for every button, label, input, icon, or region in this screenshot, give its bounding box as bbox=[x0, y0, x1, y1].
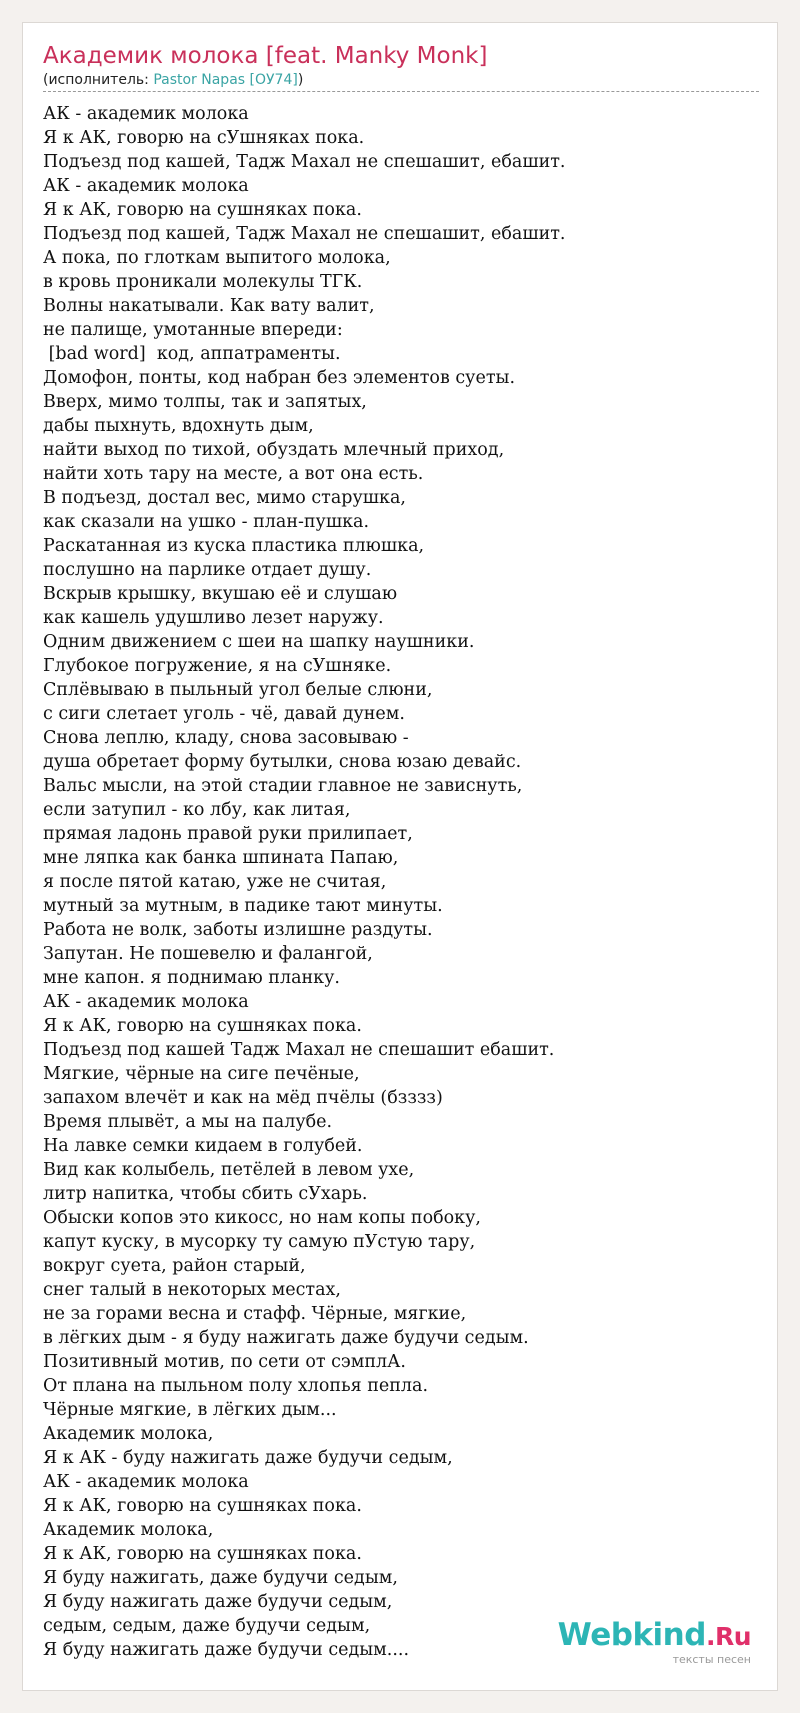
lyric-line: Мягкие, чёрные на сиге печёные, bbox=[43, 1064, 360, 1084]
lyric-line: АК - академик молока bbox=[43, 1472, 249, 1492]
lyric-line: Академик молока, bbox=[43, 1424, 214, 1444]
lyric-line: в лёгких дым - я буду нажигать даже будучи седым. bbox=[43, 1328, 529, 1348]
artist-line bbox=[43, 72, 759, 92]
artist-suffix: ) bbox=[297, 72, 304, 88]
lyric-line: душа обретает форму бутылки, снова юзаю девайс. bbox=[43, 752, 522, 772]
lyric-line: Работа не волк, заботы излишне раздуты. bbox=[43, 920, 433, 940]
lyric-line: не за горами весна и стафф. Чёрные, мягкие, bbox=[43, 1304, 467, 1324]
lyric-line: запахом влечёт и как на мёд пчёлы (бзззз) bbox=[43, 1088, 443, 1108]
lyric-line: с сиги слетает уголь - чё, давай дунем. bbox=[43, 704, 405, 724]
lyric-line: я после пятой катаю, уже не считая, bbox=[43, 872, 387, 892]
lyric-line: Домофон, понты, код набран без элементов суеты. bbox=[43, 368, 516, 388]
lyric-line: Волны накатывали. Как вату валит, bbox=[43, 296, 375, 316]
lyric-line: седым, седым, даже будучи седым, bbox=[43, 1616, 371, 1636]
lyric-line: Вид как колыбель, петёлей в левом ухе, bbox=[43, 1160, 415, 1180]
artist-link[interactable]: Pastor Napas [ОУ74] bbox=[153, 72, 298, 88]
lyric-line: снег талый в некоторых местах, bbox=[43, 1280, 341, 1300]
lyric-line: В подъезд, достал вес, мимо старушка, bbox=[43, 488, 406, 508]
lyric-line: мне ляпка как банка шпината Папаю, bbox=[43, 848, 399, 868]
lyric-line: Вальс мысли, на этой стадии главное не зависнуть, bbox=[43, 776, 523, 796]
lyric-line: АК - академик молока bbox=[43, 176, 249, 196]
lyric-line: найти выход по тихой, обуздать млечный приход, bbox=[43, 440, 505, 460]
lyric-line: Я к АК, говорю на сушняках пока. bbox=[43, 1016, 362, 1036]
lyric-line: Подъезд под кашей, Тадж Махал не спешашит, ебашит. bbox=[43, 152, 566, 172]
lyric-line: не палище, умотанные впереди: bbox=[43, 320, 343, 340]
lyric-line: От плана на пыльном полу хлопья пепла. bbox=[43, 1376, 429, 1396]
lyric-line: Обыски копов это кикосс, но нам копы побоку, bbox=[43, 1208, 481, 1228]
artist-prefix: (исполнитель: bbox=[43, 72, 154, 88]
logo-main-text: Webkind bbox=[557, 1617, 706, 1653]
lyric-line: Вверх, мимо толпы, так и запятых, bbox=[43, 392, 367, 412]
lyric-line: Одним движением с шеи на шапку наушники. bbox=[43, 632, 475, 652]
content-card bbox=[22, 22, 778, 1691]
lyric-line: Запутан. Не пошевелю и фалангой, bbox=[43, 944, 373, 964]
lyric-line: Подъезд под кашей Тадж Махал не спешашит ебашит. bbox=[43, 1040, 555, 1060]
lyric-line: Вскрыв крышку, вкушаю её и слушаю bbox=[43, 584, 398, 604]
lyric-line: мне капон. я поднимаю планку. bbox=[43, 968, 340, 988]
site-logo[interactable] bbox=[558, 1618, 751, 1666]
lyric-line: как кашель удушливо лезет наружу. bbox=[43, 608, 384, 628]
lyric-line: Я к АК, говорю на сушняках пока. bbox=[43, 200, 362, 220]
lyric-line: Я к АК, говорю на сУшняках пока. bbox=[43, 128, 365, 148]
lyric-line: прямая ладонь правой руки прилипает, bbox=[43, 824, 413, 844]
lyric-line: мутный за мутным, в падике тают минуты. bbox=[43, 896, 443, 916]
lyric-line: На лавке семки кидаем в голубей. bbox=[43, 1136, 363, 1156]
lyric-line: АК - академик молока bbox=[43, 992, 249, 1012]
lyric-line: Сплёвываю в пыльный угол белые слюни, bbox=[43, 680, 433, 700]
lyric-line: вокруг суета, район старый, bbox=[43, 1256, 306, 1276]
lyric-line: Академик молока, bbox=[43, 1520, 214, 1540]
lyric-line: Я буду нажигать, даже будучи седым, bbox=[43, 1568, 398, 1588]
logo-suffix-text: .Ru bbox=[705, 1622, 751, 1651]
lyric-line: как сказали на ушко - план-пушка. bbox=[43, 512, 370, 532]
lyric-line: Время плывёт, а мы на палубе. bbox=[43, 1112, 333, 1132]
lyric-line: капут куску, в мусорку ту самую пУстую тару, bbox=[43, 1232, 476, 1252]
lyric-line: Снова леплю, кладу, снова засовываю - bbox=[43, 728, 409, 748]
lyric-line: литр напитка, чтобы сбить сУхарь. bbox=[43, 1184, 368, 1204]
lyric-line: если затупил - ко лбу, как литая, bbox=[43, 800, 351, 820]
lyric-line: Я к АК, говорю на сушняках пока. bbox=[43, 1496, 362, 1516]
lyric-line: Чёрные мягкие, в лёгких дым... bbox=[43, 1400, 337, 1420]
lyric-line: дабы пыхнуть, вдохнуть дым, bbox=[43, 416, 314, 436]
lyric-line: Раскатанная из куска пластика плюшка, bbox=[43, 536, 425, 556]
lyric-line: Я буду нажигать даже будучи седым, bbox=[43, 1592, 393, 1612]
lyric-line: [bad word] код, аппатраменты. bbox=[43, 344, 341, 364]
lyric-line: послушно на парлике отдает душу. bbox=[43, 560, 372, 580]
lyric-line: АК - академик молока bbox=[43, 104, 249, 124]
lyric-line: найти хоть тару на месте, а вот она есть. bbox=[43, 464, 424, 484]
lyric-line: в кровь проникали молекулы ТГК. bbox=[43, 272, 363, 292]
lyric-line: А пока, по глоткам выпитого молока, bbox=[43, 248, 391, 268]
lyric-line: Подъезд под кашей, Тадж Махал не спешашит, ебашит. bbox=[43, 224, 566, 244]
lyric-line: Я к АК, говорю на сушняках пока. bbox=[43, 1544, 362, 1564]
lyric-line: Я буду нажигать даже будучи седым.... bbox=[43, 1640, 410, 1660]
lyric-line: Позитивный мотив, по сети от сэмплА. bbox=[43, 1352, 406, 1372]
lyrics-block bbox=[43, 102, 759, 1662]
page-title: Академик молока [feat. Manky Monk] bbox=[43, 43, 488, 69]
lyric-line: Я к АК - буду нажигать даже будучи седым, bbox=[43, 1448, 453, 1468]
lyric-line: Глубокое погружение, я на сУшняке. bbox=[43, 656, 392, 676]
logo-tagline: тексты песен bbox=[672, 1653, 751, 1666]
